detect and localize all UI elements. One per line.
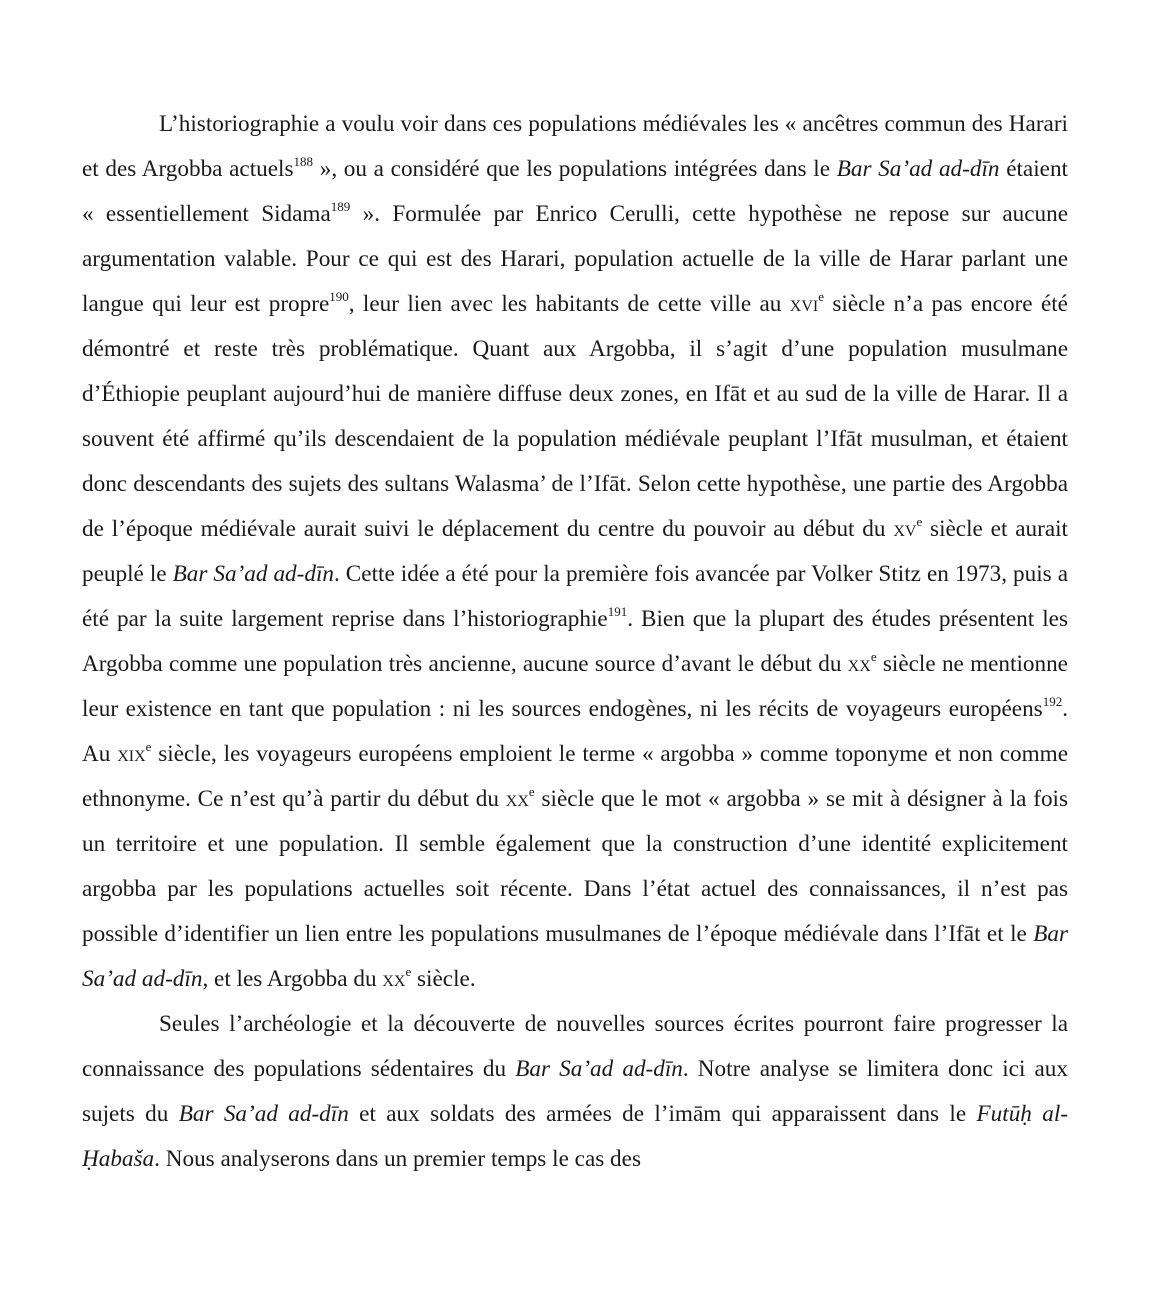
superscript: 189 [330,199,351,214]
superscript: e [870,649,877,664]
text-run: siècle que le mot « argobba » se mit à désigner à la fois un territoire et une population. Il semble également que la construction d’une identité explicitement argobba par les populations actuelles soit récente. Dans l’état actuel des connaissances, il n’est pas possible d’identifier un lien entre les populations musulmanes de l’époque médiévale dans l’Ifāt et le [82,786,1068,947]
superscript: e [145,739,152,754]
italic-title: Bar Sa’ad ad-dīn [178,1101,349,1127]
text-run: . Notre analyse se limitera donc ici aux sujets du [82,1056,1068,1127]
text-run: , leur lien avec les habitants de cette ville au [348,291,790,317]
italic-title: Bar Sa’ad ad-dīn [82,921,1068,992]
superscript: 188 [293,154,314,169]
paragraph [82,102,1068,1002]
text-run: . Au [82,696,1068,767]
text-run: siècle, les voyageurs européens emploient le terme « argobba » comme toponyme et non comme ethnonyme. Ce n’est qu’à partir du début du [82,741,1069,812]
text-run: . Bien que la plupart des études présentent les Argobba comme une population très ancienne, aucune source d’avant le début du [82,606,1068,677]
text-run: siècle et aurait peuplé le [82,516,1068,587]
superscript: 190 [329,289,349,304]
century-numeral: xvi [789,291,819,317]
text-run: . Cette idée a été pour la première fois avancée par Volker Stitz en 1973, puis a été par la suite largement reprise dans l’historiographie [82,561,1068,632]
superscript: e [405,964,412,979]
text-run: siècle ne mentionne leur existence en tant que population : ni les sources endogènes, ni les récits de voyageurs européens [82,651,1068,722]
italic-title: Bar Sa’ad ad-dīn [836,156,1000,182]
text-run: étaient « essentiellement Sidama [82,156,1068,227]
text-run: », ou a considéré que les populations intégrées dans le [313,156,837,182]
text-run: , et les Argobba du [202,966,383,992]
superscript: e [528,784,535,799]
text-run: . Nous analyserons dans un premier temps le cas des [154,1146,641,1172]
italic-title: Bar Sa’ad ad-dīn [515,1056,683,1082]
paragraph [82,1002,1068,1182]
document-page [82,102,1068,1182]
century-numeral: xv [893,516,917,542]
superscript: e [916,514,923,529]
text-run: L’historiographie a voulu voir dans ces populations médiévales les « ancêtres commun des Harari et des Argobba actuels [82,111,1068,182]
century-numeral: xx [847,651,871,677]
century-numeral: xix [117,741,146,767]
superscript: e [818,289,824,304]
text-run: ». Formulée par Enrico Cerulli, cette hypothèse ne repose sur aucune argumentation valable. Pour ce qui est des Harari, population actuelle de la ville de Harar parlant une langue qui leur est propre [82,201,1068,317]
text-run: siècle n’a pas encore été démontré et reste très problématique. Quant aux Argobba, il s’agit d’une population musulmane d’Éthiopie peuplant aujourd’hui de manière diffuse deux zones, en Ifāt et au sud de la ville de Harar. Il a souvent été affirmé qu’ils descendaient de la population médiévale peuplant l’Ifāt musulman, et étaient donc descendants des sujets des sultans Walasma’ de l’Ifāt. Selon cette hypothèse, une partie des Argobba de l’époque médiévale aurait suivi le déplacement du centre du pouvoir au début du [82,291,1068,542]
text-run: siècle. [411,966,476,992]
century-numeral: xx [505,786,529,812]
italic-title: Bar Sa’ad ad-dīn [172,561,334,587]
superscript: 191 [607,604,628,619]
century-numeral: xx [382,966,406,992]
superscript: 192 [1042,694,1063,709]
text-run: et aux soldats des armées de l’imām qui apparaissent dans le [348,1101,977,1127]
italic-title: Futūḥ al-Ḥabaša [82,1101,1068,1172]
text-run: Seules l’archéologie et la découverte de nouvelles sources écrites pourront faire progresser la connaissance des populations sédentaires du [82,1011,1068,1082]
